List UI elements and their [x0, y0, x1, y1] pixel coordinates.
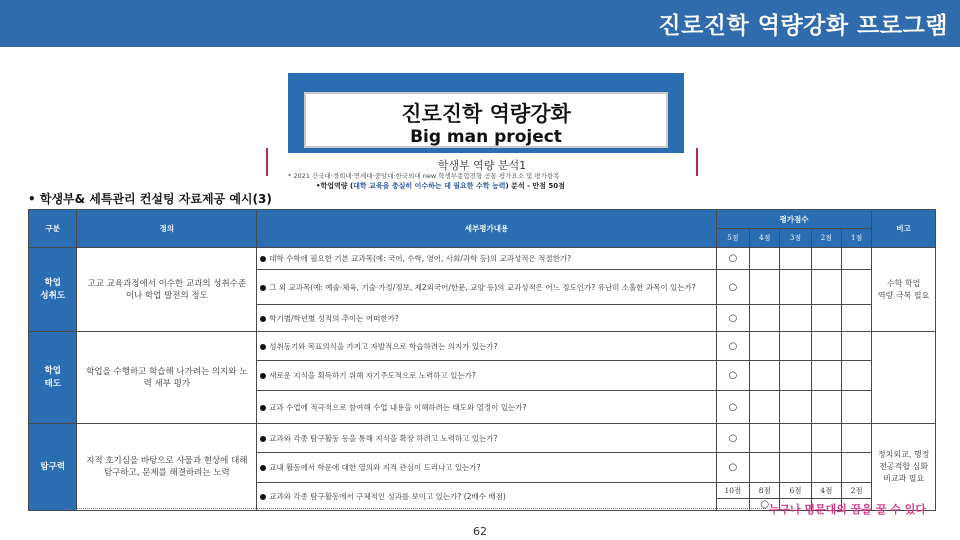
footer-divider [66, 508, 766, 509]
banner-box [304, 92, 668, 148]
program-title: 진로진학 역량강화 프로그램 [658, 13, 948, 39]
bullet-icon [260, 344, 266, 350]
bullet-icon [260, 373, 266, 379]
analysis-title: 학생부 역량 분석1 [437, 159, 527, 172]
criterion-text: 새로운 지식을 획득하기 위해 자기주도적으로 노력하고 있는가? [257, 361, 717, 391]
score-mark: ○ [716, 248, 749, 270]
evaluation-table [28, 209, 936, 511]
definition-cell: 학업을 수행하고 학습해 나가려는 의지와 노력 세부 평가 [77, 332, 257, 424]
bullet-icon [260, 405, 266, 411]
bonus-score-10: 10점 [716, 483, 749, 499]
header-definition: 정의 [77, 210, 257, 248]
section-heading: • 학생부& 세특관리 컨설팅 자료제공 예시(3) [28, 192, 272, 206]
score-mark: ○ [716, 424, 749, 453]
table-row [29, 424, 936, 453]
category-cell: 탐구력 [29, 424, 77, 511]
note-cell: 정치외교, 행정 전공적합 심화 비교과 필요 [872, 424, 936, 511]
bonus-score-6: 6점 [780, 483, 811, 499]
score-mark: ○ [716, 332, 749, 361]
criterion-text: 그 외 교과목(예: 예술·체육, 기술·가정/정보, 제2외국어/한문, 교양 등)의 교과성적은 어느 정도인가? 유난히 소홀한 과목이 있는가? [257, 270, 717, 305]
score-mark: ○ [716, 453, 749, 483]
criterion-text: 교내 활동에서 학문에 대한 열의와 지적 관심이 드러나고 있는가? [257, 453, 717, 483]
criteria-highlight: 대학 교육을 충실히 이수하는 데 필요한 수학 능력 [353, 182, 506, 190]
criteria-suffix: ) 분석 - 만점 50점 [505, 182, 565, 190]
definition-cell: 지적 호기심을 바탕으로 사물과 현상에 대해 탐구하고, 문제를 해결하려는 노력 [77, 424, 257, 511]
definition-cell: 고교 교육과정에서 이수한 교과의 성취수준이나 학업 발전의 정도 [77, 248, 257, 332]
banner-subtitle: Big man project [410, 127, 562, 147]
criterion-text: 대학 수학에 필요한 기본 교과목(예: 국어, 수학, 영어, 사회/과학 등)의 교과성적은 적절한가? [257, 248, 717, 270]
score-mark: ○ [716, 270, 749, 305]
score-mark: ○ [716, 305, 749, 332]
criterion-text: 교과와 각종 탐구활동 등을 통해 지식을 확장 하려고 노력하고 있는가? [257, 424, 717, 453]
page-number: 62 [473, 525, 487, 538]
bullet-icon [260, 465, 266, 471]
score-mark: ○ [716, 361, 749, 391]
score-mark: ○ [750, 499, 780, 511]
header-category: 구분 [29, 210, 77, 248]
score-col-3: 3점 [780, 229, 811, 248]
score-mark: ○ [716, 391, 749, 424]
bullet-icon [260, 436, 266, 442]
top-header-bar [0, 0, 960, 47]
header-content: 세부평가내용 [257, 210, 717, 248]
table-row [29, 248, 936, 270]
note-cell: 수학 학업 역량 극복 필요 [872, 248, 936, 332]
bullet-icon [260, 494, 266, 500]
table-row [29, 332, 936, 361]
header-note: 비고 [872, 210, 936, 248]
analysis-source: * 2021 건국대·경희대·연세대·중앙대·한국외대 new 학생부종합전형 공통 평가요소 및 평가항목 [288, 172, 560, 180]
criterion-text: 학기별/학년별 성적의 추이는 어떠한가? [257, 305, 717, 332]
criterion-text: 성취동기와 목표의식을 가지고 자발적으로 학습하려는 의지가 있는가? [257, 332, 717, 361]
score-col-2: 2점 [811, 229, 841, 248]
footer-slogan: 누구나 명문대의 꿈을 꿀 수 있다 [768, 503, 926, 516]
bullet-icon [260, 285, 266, 291]
criterion-text: 교과와 각종 탐구활동에서 구체적인 성과를 보이고 있는가? (2배수 배점) [257, 483, 717, 511]
banner-title: 진로진학 역량강화 [401, 102, 571, 126]
header-score: 평가점수 [716, 210, 872, 229]
category-cell: 학업 태도 [29, 332, 77, 424]
bonus-score-8: 8점 [750, 483, 780, 499]
score-col-4: 4점 [750, 229, 780, 248]
bullet-icon [260, 256, 266, 262]
analysis-criteria [316, 181, 565, 191]
category-cell: 학업 성취도 [29, 248, 77, 332]
bonus-score-4: 4점 [811, 483, 841, 499]
bullet-icon [260, 316, 266, 322]
criteria-prefix: •학업역량 ( [316, 182, 354, 190]
score-col-1: 1점 [841, 229, 871, 248]
criterion-text: 교과 수업에 적극적으로 참여해 수업 내용을 이해하려는 태도와 열정이 있는가? [257, 391, 717, 424]
bonus-score-2: 2점 [841, 483, 871, 499]
score-col-5: 5점 [716, 229, 749, 248]
